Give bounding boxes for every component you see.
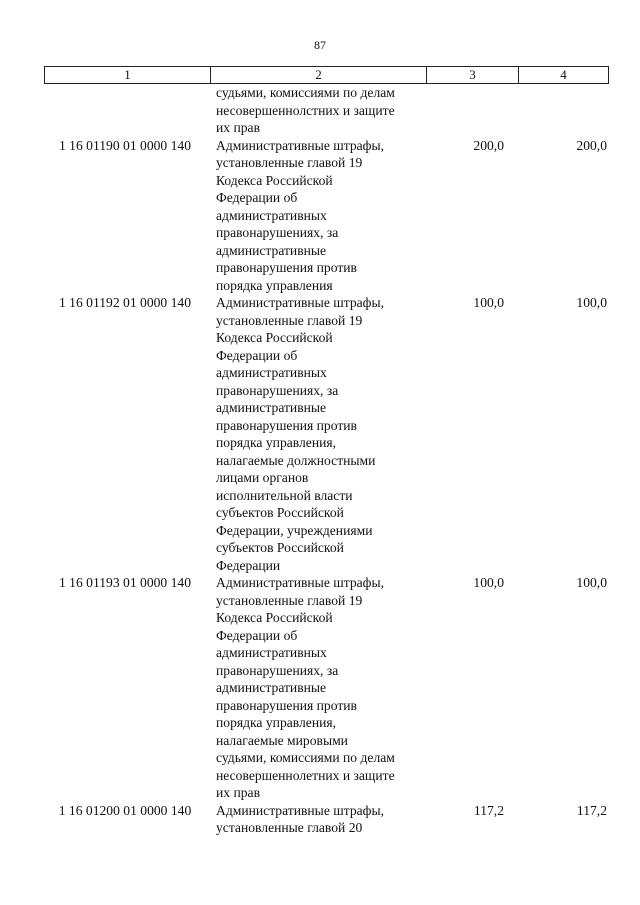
- code-cell: 1 16 01190 01 0000 140: [58, 137, 192, 153]
- value-4-cell: 100,0: [576, 575, 607, 590]
- column-header-4: 4: [560, 67, 567, 82]
- table-body: [44, 84, 609, 837]
- value-4-cell: 117,2: [576, 802, 607, 818]
- page-number: 87: [314, 38, 326, 52]
- description-cell: судьями, комиссиями по делам несовершеннолстних и защите их прав: [216, 85, 395, 135]
- description-cell: Административные штрафы, установленные главой 19 Кодекса Российской Федерации об административных правонарушениях, за административные правонарушения против порядка управления: [216, 137, 384, 293]
- code-cell: 1 16 01193 01 0000 140: [58, 575, 192, 590]
- value-4-cell: 200,0: [576, 137, 607, 153]
- column-header-3: 3: [427, 67, 519, 83]
- description-cell: Административные штрафы, установленные главой 19 Кодекса Российской Федерации об административных правонарушениях, за административные правонарушения против порядка управления, налагаемые должностными лицами органов исполнительной власти субъектов Российской Федерации, учреждениями субъектов Российской Федерации: [216, 295, 384, 573]
- column-header-1: 1: [45, 67, 211, 83]
- table-header: [44, 66, 609, 84]
- value-3-cell: 100,0: [473, 295, 504, 310]
- code-cell: 1 16 01200 01 0000 140: [58, 802, 192, 818]
- value-4-cell: 100,0: [576, 295, 607, 310]
- description-cell: Административные штрафы, установленные главой 19 Кодекса Российской Федерации об административных правонарушениях, за административные правонарушения против порядка управления, налагаемые мировыми судьями, комиссиями по делам несовершеннолетних и защите их прав: [216, 575, 395, 800]
- description-cell: Административные штрафы, установленные главой 20: [216, 802, 384, 835]
- value-3-cell: 200,0: [473, 137, 504, 153]
- table-row: [44, 137, 609, 295]
- table-row: [44, 802, 609, 837]
- table-row: [44, 574, 609, 802]
- value-3-cell: 117,2: [473, 802, 504, 818]
- value-3-cell: 100,0: [473, 575, 504, 590]
- code-cell: 1 16 01192 01 0000 140: [58, 295, 192, 310]
- column-header-2: 2: [211, 67, 427, 83]
- table-row-continuation: [44, 84, 609, 137]
- table-row: [44, 294, 609, 574]
